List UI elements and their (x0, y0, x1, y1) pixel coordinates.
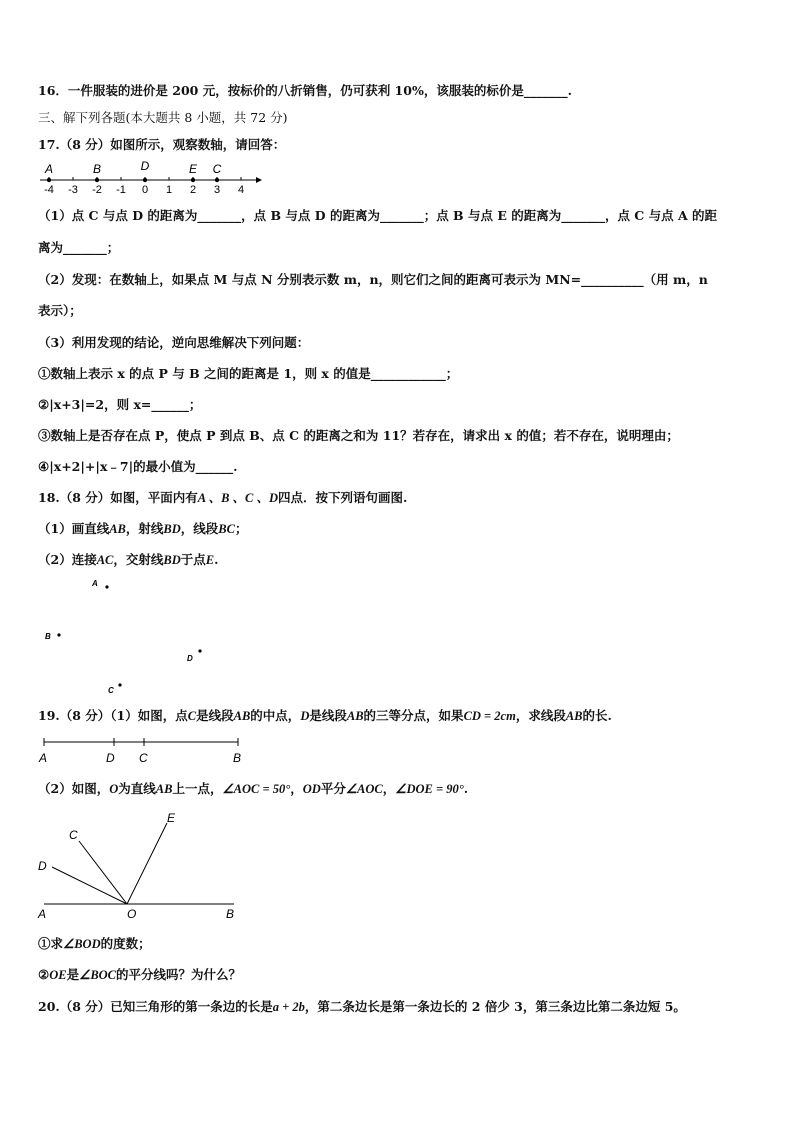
q18-math: BC (218, 522, 235, 536)
point-label-a: A (92, 579, 98, 588)
q17-part2-a: （2）发现：在数轴上，如果点 M 与点 N 分别表示数 m，n，则它们之间的距离可表示为 MN=__________（用 m，n (38, 272, 708, 287)
q18-text: ，交射线 (113, 552, 164, 567)
point-a (105, 585, 108, 588)
q19-math: OE (49, 968, 67, 982)
q18-step-2 (38, 552, 219, 568)
q19-math: CD = 2cm (463, 709, 516, 723)
axis-tick-label: -1 (116, 184, 126, 196)
q19-math: ∠BOC (79, 968, 117, 982)
q20-text: ，第二条边长是第一条边长的 2 倍少 3，第三条边比第二条边短 5。 (304, 999, 686, 1014)
q19-text: 的长. (582, 708, 612, 723)
q19-math: ∠DOE = 90° (395, 782, 464, 796)
q18-text: ； (234, 521, 248, 536)
number-line-figure (36, 158, 266, 198)
angle-figure (34, 808, 244, 923)
q19-text: 的中点， (250, 708, 301, 723)
axis-tick-label: 1 (165, 184, 173, 196)
axis-point (143, 178, 147, 182)
axis-point-label: E (188, 162, 198, 176)
q19-text: 平分 (320, 781, 346, 796)
q19-text: 的平分线吗？为什么？ (116, 967, 242, 982)
axis-point (47, 178, 51, 182)
point-label-b: B (45, 632, 51, 641)
seg-label-d: D (106, 751, 115, 765)
number-line-arrow (256, 177, 262, 183)
axis-tick-label: -4 (44, 184, 54, 196)
q19-math: ∠BOD (63, 937, 101, 951)
axis-tick-label: -2 (92, 184, 102, 196)
q19-text: ①求 (38, 936, 64, 951)
q19-math: C (187, 709, 197, 723)
q19-math: AB (565, 709, 583, 723)
axis-point-label: A (44, 162, 54, 176)
section-heading: 三、解下列各题(本大题共 8 小题，共 72 分) (38, 110, 288, 125)
axis-tick-label: 3 (213, 184, 221, 196)
angle-label-d: D (38, 859, 47, 873)
q19-ask-2 (38, 967, 241, 983)
q18-math: AB (109, 522, 126, 536)
q17-part3: （3）利用发现的结论，逆向思维解决下列问题： (38, 335, 310, 350)
q19-text: 19.（8 分）（1）如图，点 (38, 708, 188, 723)
q19-math: D (300, 709, 310, 723)
angle-label-e: E (167, 811, 176, 825)
angle-label-b: B (226, 907, 235, 921)
q19-text: 上一点， (172, 781, 223, 796)
segment-figure (36, 735, 246, 767)
ray-oc (79, 841, 127, 904)
ray-oe (127, 823, 167, 904)
q18-math: E (205, 553, 215, 567)
axis-tick-label: -3 (68, 184, 78, 196)
axis-point-label: C (212, 162, 222, 176)
q19-math: ∠AOC (345, 782, 383, 796)
q17-item-4: ④|x+2|+|x﹣7|的最小值为______. (38, 459, 238, 474)
q18-text: 18.（8 分）如图，平面内有 (38, 490, 198, 505)
q19-math: AB (233, 709, 251, 723)
q18-text: ，射线 (125, 521, 164, 536)
ray-od (52, 867, 127, 904)
q18-math: BD (163, 522, 181, 536)
axis-point (215, 178, 219, 182)
q19-text: ， (290, 781, 303, 796)
q19-text: 是线段 (309, 708, 347, 723)
q19-text: 的三等分点，如果 (363, 708, 464, 723)
q19-part2-head (38, 781, 468, 797)
four-points-figure (40, 572, 240, 702)
q19-math: ∠AOC = 50° (222, 782, 291, 796)
axis-tick-label: 4 (237, 184, 245, 196)
q19-ask-1 (38, 936, 151, 952)
q18-math: AC (96, 553, 114, 567)
q19-math: AB (346, 709, 364, 723)
q17-item-2: ②|x+3|=2，则 x=______； (38, 397, 202, 412)
point-d (198, 649, 201, 652)
q19-text: 为直线 (118, 781, 156, 796)
q19-math: OD (302, 782, 321, 796)
q19-math: O (109, 782, 119, 796)
seg-label-c: C (139, 751, 148, 765)
axis-tick-label: 0 (141, 184, 149, 196)
q19-text: ，求线段 (515, 708, 566, 723)
q20-math: a + 2b (272, 1000, 305, 1014)
q17-part1-a: （1）点 C 与点 D 的距离为_______，点 B 与点 D 的距离为_______；点 B 与点 E 的距离为_______，点 C 与点 A 的距 (38, 208, 718, 223)
q17-part1-b: 离为_______； (38, 240, 120, 255)
q18-text: 于点 (180, 552, 206, 567)
question-20 (38, 999, 686, 1015)
q18-text: . (214, 552, 219, 567)
q17-item-1: ①数轴上表示 x 的点 P 与 B 之间的距离是 1，则 x 的值是____________； (38, 366, 459, 381)
q18-text: ，线段 (180, 521, 219, 536)
point-c (118, 683, 121, 686)
q19-text: . (463, 781, 469, 796)
question-17-head: 17.（8 分）如图所示，观察数轴，请回答： (38, 137, 286, 152)
point-label-c: C (108, 686, 114, 695)
q19-text: ② (38, 967, 50, 982)
q18-math: BD (163, 553, 181, 567)
q18-points: A 、B 、C 、D (197, 491, 279, 505)
question-16: 16．一件服装的进价是 200 元，按标价的八折销售，仍可获利 10%，该服装的标价是_______. (38, 83, 572, 98)
angle-label-o: O (127, 907, 137, 921)
q20-text: 20.（8 分）已知三角形的第一条边的长是 (38, 999, 273, 1014)
question-18-head (38, 490, 407, 506)
point-b (57, 633, 60, 636)
axis-point-label: D (140, 159, 150, 173)
axis-point (95, 178, 99, 182)
q19-text: （2）如图， (38, 781, 110, 796)
q17-part2-b: 表示）； (38, 303, 82, 318)
angle-label-c: C (69, 828, 78, 842)
q19-text: 是线段 (196, 708, 234, 723)
q19-math: AB (155, 782, 173, 796)
question-19-head (38, 708, 612, 724)
q18-text: （2）连接 (38, 552, 97, 567)
seg-label-b: B (233, 751, 242, 765)
q19-text: ， (382, 781, 396, 796)
q18-step-1 (38, 521, 248, 537)
angle-label-a: A (38, 907, 47, 921)
point-label-d: D (187, 654, 193, 663)
axis-tick-label: 2 (189, 184, 197, 196)
q19-text: 是 (66, 967, 80, 982)
seg-label-a: A (39, 751, 48, 765)
axis-point (191, 178, 195, 182)
q17-item-3: ③数轴上是否存在点 P，使点 P 到点 B、点 C 的距离之和为 11？若存在，请求出 x 的值；若不存在，说明理由； (38, 428, 679, 443)
q19-text: 的度数； (100, 936, 151, 951)
q18-text: （1）画直线 (38, 521, 110, 536)
axis-point-label: B (92, 162, 102, 176)
q18-text: 四点．按下列语句画图. (278, 490, 408, 505)
